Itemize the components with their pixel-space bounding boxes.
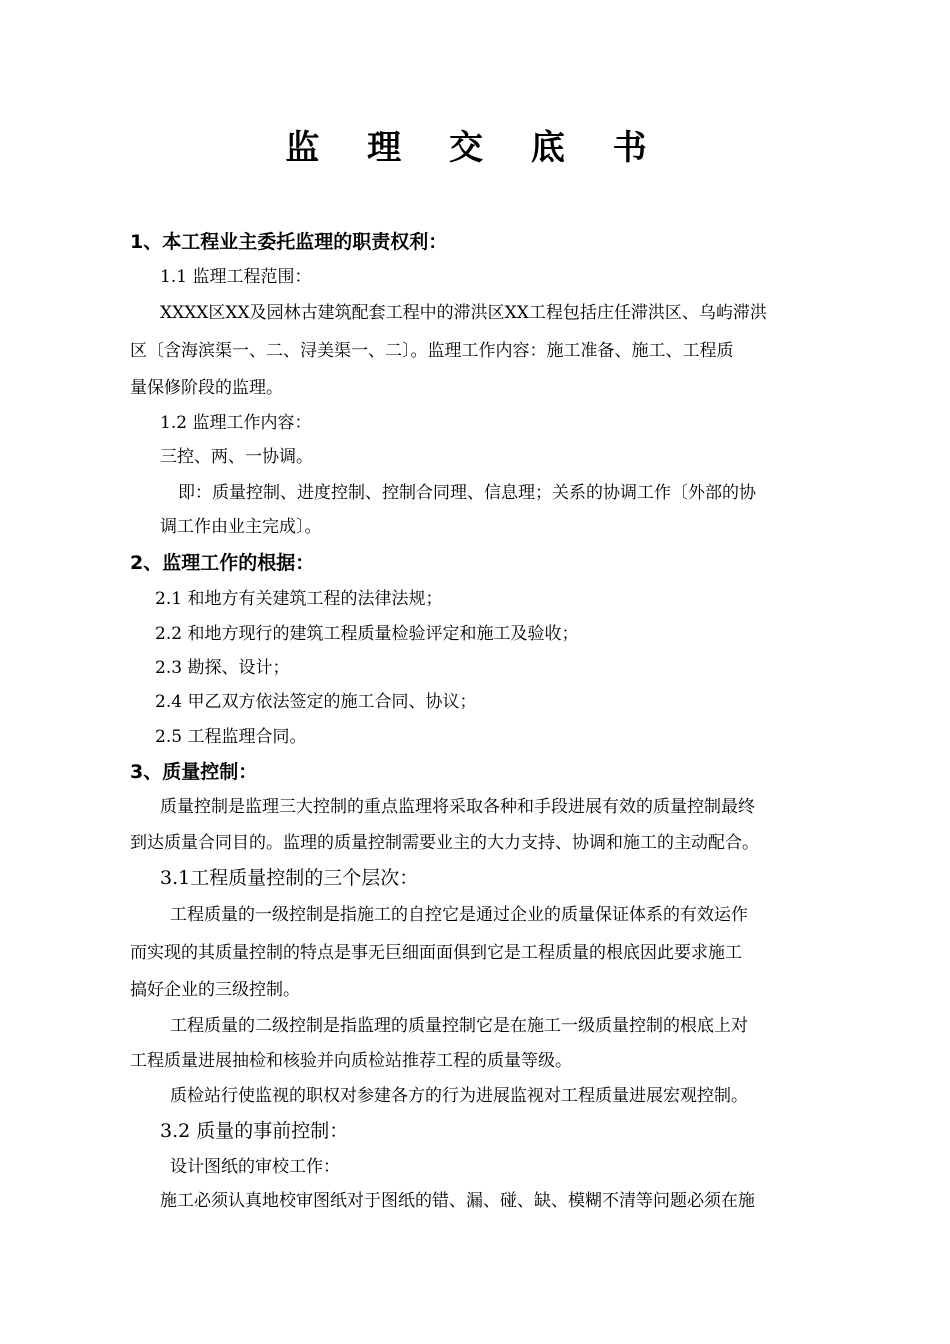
section-3-heading: 3、质量控制： (130, 761, 258, 783)
subsection-3-2-heading: 3.2 质量的事前控制： (160, 1120, 349, 1142)
subsection-1-2-heading: 1.2 监理工作内容： (160, 413, 312, 433)
paragraph-line: 量保修阶段的监理。 (130, 378, 283, 398)
paragraph-line: 工程质量的二级控制是指监理的质量控制它是在施工一级质量控制的根底上对 (170, 1016, 748, 1036)
list-item: 2.3 勘探、设计； (155, 658, 290, 678)
paragraph-line: XXXX区XX及园林古建筑配套工程中的滞洪区XX工程包括庄任滞洪区、乌屿滞洪 (160, 303, 767, 323)
paragraph-line: 即：质量控制、进度控制、控制合同理、信息理；关系的协调工作〔外部的协 (178, 483, 756, 503)
document-title: 监 理 交 底 书 (285, 128, 665, 168)
subsection-3-1-heading: 3.1工程质量控制的三个层次： (160, 867, 419, 889)
paragraph-line: 施工必须认真地校审图纸对于图纸的错、漏、碰、缺、模糊不清等问题必须在施 (160, 1191, 755, 1211)
list-item: 2.5 工程监理合同。 (155, 727, 307, 747)
paragraph-line: 设计图纸的审校工作： (170, 1157, 340, 1177)
paragraph-line: 质检站行使监视的职权对参建各方的行为进展监视对工程质量进展宏观控制。 (170, 1086, 748, 1106)
paragraph-line: 搞好企业的三级控制。 (130, 980, 300, 1000)
paragraph-line: 工程质量的一级控制是指施工的自控它是通过企业的质量保证体系的有效运作 (170, 905, 748, 925)
section-2-heading: 2、监理工作的根据： (130, 552, 315, 574)
paragraph-line: 质量控制是监理三大控制的重点监理将采取各种和手段进展有效的质量控制最终 (160, 797, 755, 817)
section-1-heading: 1、本工程业主委托监理的职责权利： (130, 231, 448, 253)
list-item: 2.2 和地方现行的建筑工程质量检验评定和施工及验收； (155, 624, 579, 644)
paragraph-line: 调工作由业主完成〕。 (160, 517, 322, 537)
paragraph-line: 三控、两、一协调。 (160, 447, 313, 467)
paragraph-line: 到达质量合同目的。监理的质量控制需要业主的大力支持、协调和施工的主动配合。 (130, 833, 759, 853)
list-item: 2.4 甲乙双方依法签定的施工合同、协议； (155, 692, 477, 712)
paragraph-line: 工程质量进展抽检和核验并向质检站推荐工程的质量等级。 (130, 1051, 572, 1071)
list-item: 2.1 和地方有关建筑工程的法律法规； (155, 589, 443, 609)
paragraph-line: 区〔含海滨渠一、二、浔美渠一、二〕。监理工作内容：施工准备、施工、工程质 (130, 341, 734, 361)
paragraph-line: 而实现的其质量控制的特点是事无巨细面面俱到它是工程质量的根底因此要求施工 (130, 943, 742, 963)
subsection-1-1-heading: 1.1 监理工程范围： (160, 267, 312, 287)
